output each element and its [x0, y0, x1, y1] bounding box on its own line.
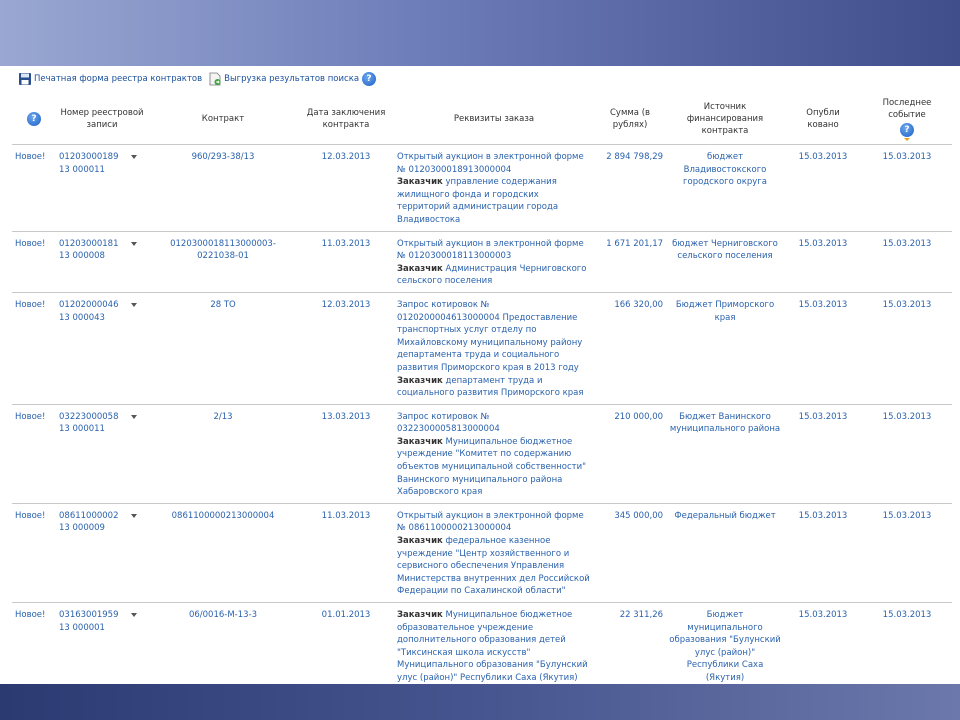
order-procedure: Запрос котировок № 0322300005813000004	[397, 411, 500, 435]
export-document-icon	[208, 72, 222, 86]
table-row	[12, 145, 952, 232]
help-icon[interactable]: ?	[900, 123, 914, 137]
contract-number-link[interactable]: 28 ТО	[148, 292, 298, 404]
contract-date: 12.03.2013	[298, 145, 394, 232]
expand-row-button[interactable]	[128, 231, 148, 292]
expand-row-button[interactable]	[128, 603, 148, 690]
registry-number-part2: 13 000001	[59, 622, 105, 633]
chevron-down-icon	[131, 415, 137, 419]
help-icon[interactable]: ?	[27, 112, 41, 126]
contract-number-link[interactable]: 0861100000213000004	[148, 503, 298, 602]
contract-number-link[interactable]: 960/293-38/13	[148, 145, 298, 232]
last-event-date: 15.03.2013	[862, 404, 952, 503]
customer-label: Заказчик	[397, 263, 443, 274]
contract-number-link[interactable]: 06/0016-М-13-3	[148, 603, 298, 690]
funding-source: бюджет Владивостокского городского округа	[666, 145, 784, 232]
header-help	[12, 94, 56, 145]
order-requisites[interactable]	[394, 231, 594, 292]
customer-name: Администрация Черниговского сельского поселения	[397, 263, 587, 287]
top-banner	[0, 0, 960, 66]
contract-number-link[interactable]: 2/13	[148, 404, 298, 503]
table-row	[12, 503, 952, 602]
order-procedure: Открытый аукцион в электронной форме № 0120300018113000003	[397, 238, 584, 262]
registry-number-link[interactable]	[56, 503, 128, 602]
status-badge: Новое!	[12, 292, 56, 404]
header-published-line2: ковано	[807, 120, 839, 130]
order-procedure: Открытый аукцион в электронной форме № 0861100000213000004	[397, 510, 584, 534]
last-event-date: 15.03.2013	[862, 231, 952, 292]
table-row	[12, 603, 952, 690]
contract-sum: 2 894 798,29	[594, 145, 666, 232]
table-row	[12, 231, 952, 292]
registry-number-link[interactable]	[56, 145, 128, 232]
published-date: 15.03.2013	[784, 603, 862, 690]
expand-row-button[interactable]	[128, 145, 148, 232]
header-requisites[interactable]: Реквизиты заказа	[394, 94, 594, 145]
header-contract[interactable]: Контракт	[148, 94, 298, 145]
last-event-date: 15.03.2013	[862, 292, 952, 404]
print-registry-link[interactable]: Печатная форма реестра контрактов	[34, 74, 203, 84]
status-badge: Новое!	[12, 145, 56, 232]
funding-source: Федеральный бюджет	[666, 503, 784, 602]
header-last-event[interactable]	[862, 94, 952, 145]
export-search-results-link[interactable]: Выгрузка результатов поиска	[224, 74, 360, 84]
order-procedure: Открытый аукцион в электронной форме № 0120300018913000004	[397, 152, 584, 175]
registry-panel	[10, 66, 955, 684]
order-requisites[interactable]	[394, 404, 594, 503]
published-date: 15.03.2013	[784, 503, 862, 602]
bottom-banner	[0, 684, 960, 720]
chevron-down-icon	[131, 242, 137, 246]
registry-number-part1: 03223000058	[59, 411, 119, 422]
published-date: 15.03.2013	[784, 231, 862, 292]
published-date: 15.03.2013	[784, 292, 862, 404]
registry-number-part2: 13 000008	[59, 251, 105, 262]
expand-row-button[interactable]	[128, 404, 148, 503]
chevron-down-icon	[131, 613, 137, 617]
registry-number-part1: 01203000189	[59, 152, 119, 162]
funding-source: Бюджет Ванинского муниципального района	[666, 404, 784, 503]
contract-date: 11.03.2013	[298, 231, 394, 292]
chevron-down-icon	[131, 303, 137, 307]
registry-number-link[interactable]	[56, 292, 128, 404]
customer-label: Заказчик	[397, 536, 443, 547]
customer-label: Заказчик	[397, 177, 443, 188]
table-row	[12, 404, 952, 503]
header-sum[interactable]: Сумма (в рублях)	[594, 94, 666, 145]
registry-number-part2: 13 000043	[59, 312, 105, 323]
contract-sum: 166 320,00	[594, 292, 666, 404]
chevron-down-icon	[131, 514, 137, 518]
customer-name: управление содержания жилищного фонда и городских территорий администрации города Владивостока	[397, 177, 559, 225]
contract-date: 11.03.2013	[298, 503, 394, 602]
table-row	[12, 292, 952, 404]
funding-source: Бюджет муниципального образования "Булунский улус (район)" Республики Саха (Якутия)	[666, 603, 784, 690]
last-event-date: 15.03.2013	[862, 603, 952, 690]
registry-number-part2: 13 000011	[59, 164, 105, 175]
contract-sum: 345 000,00	[594, 503, 666, 602]
table-header-row	[12, 94, 952, 145]
contract-sum: 1 671 201,17	[594, 231, 666, 292]
customer-label: Заказчик	[397, 436, 443, 447]
funding-source: бюджет Черниговского сельского поселения	[666, 231, 784, 292]
last-event-date: 15.03.2013	[862, 503, 952, 602]
expand-row-button[interactable]	[128, 292, 148, 404]
status-badge: Новое!	[12, 603, 56, 690]
order-requisites[interactable]	[394, 292, 594, 404]
header-published-line1: Опубли	[806, 108, 840, 118]
customer-name: федеральное казенное учреждение "Центр хозяйственного и сервисного обеспечения Управления Министерства внутренних дел Российской Федерации по Сахалинской области"	[397, 536, 590, 597]
registry-number-part1: 01203000181	[59, 238, 119, 249]
registry-number-part1: 03163001959	[59, 610, 119, 620]
status-badge: Новое!	[12, 404, 56, 503]
contract-sum: 210 000,00	[594, 404, 666, 503]
registry-number-part2: 13 000011	[59, 424, 105, 435]
contract-number-link[interactable]: 0120300018113000003-0221038-01	[148, 231, 298, 292]
contract-date: 13.03.2013	[298, 404, 394, 503]
contract-date: 01.01.2013	[298, 603, 394, 690]
registry-number-link[interactable]	[56, 603, 128, 690]
contract-sum: 22 311,26	[594, 603, 666, 690]
published-date: 15.03.2013	[784, 404, 862, 503]
customer-name: департамент труда и социального развития Приморского края	[397, 375, 584, 399]
expand-row-button[interactable]	[128, 503, 148, 602]
header-date[interactable]: Дата заключения контракта	[298, 94, 394, 145]
header-source[interactable]: Источник финансирования контракта	[666, 94, 784, 145]
sort-indicator-icon	[904, 138, 910, 141]
registry-number-part1: 08611000002	[59, 510, 119, 521]
floppy-disk-icon	[18, 72, 32, 86]
registry-number-part1: 01202000046	[59, 299, 119, 310]
registry-number-link[interactable]	[56, 404, 128, 503]
contract-date: 12.03.2013	[298, 292, 394, 404]
customer-name: Муниципальное бюджетное учреждение "Комитет по содержанию объектов муниципальной собственности" Ванинского муниципального района Хабаровского края	[397, 436, 587, 498]
header-published[interactable]	[784, 94, 862, 145]
header-last-event-label: Последнее событие	[882, 98, 932, 120]
header-regnum[interactable]: Номер реестровой записи	[56, 94, 148, 145]
order-procedure: Запрос котировок № 0120200004613000004 Предоставление транспортных услуг отделу по Михайловскому муниципальному району департамента труда и социального развития Приморского края в 2013 году	[397, 299, 583, 373]
customer-label: Заказчик	[397, 610, 443, 620]
status-badge: Новое!	[12, 231, 56, 292]
status-badge: Новое!	[12, 503, 56, 602]
order-requisites[interactable]	[394, 503, 594, 602]
toolbar	[18, 70, 376, 88]
help-icon[interactable]: ?	[362, 72, 376, 86]
chevron-down-icon	[131, 155, 137, 159]
customer-label: Заказчик	[397, 375, 443, 386]
customer-name: Муниципальное бюджетное образовательное учреждение дополнительного образования детей "Тиксинская школа искусств" Муниципального образования "Булунский улус (район)" Республики Саха (Якутия)	[397, 610, 588, 683]
published-date: 15.03.2013	[784, 145, 862, 232]
order-requisites[interactable]	[394, 603, 594, 690]
registry-number-part2: 13 000009	[59, 523, 105, 534]
last-event-date: 15.03.2013	[862, 145, 952, 232]
contracts-table	[12, 94, 952, 690]
order-requisites[interactable]	[394, 145, 594, 232]
funding-source: Бюджет Приморского края	[666, 292, 784, 404]
registry-number-link[interactable]	[56, 231, 128, 292]
